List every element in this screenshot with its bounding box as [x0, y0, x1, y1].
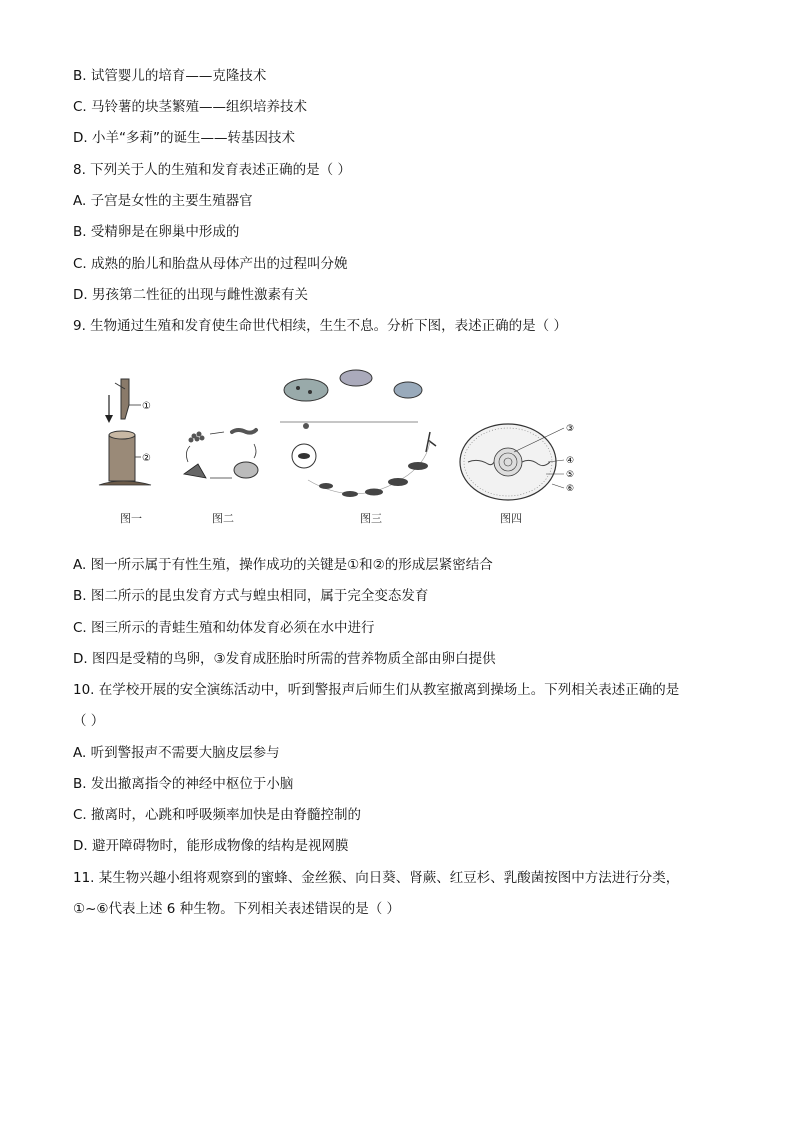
egg-cluster — [189, 432, 205, 443]
fig4-label-6: ⑥ — [566, 484, 575, 494]
q7-option-b: B. 试管婴儿的培育——克隆技术 — [73, 68, 267, 84]
pupa — [234, 462, 258, 478]
stock-top — [109, 431, 135, 439]
frog-cycle-figure — [278, 360, 448, 505]
q8-option-c: C. 成熟的胎儿和胎盘从母体产出的过程叫分娩 — [73, 256, 348, 272]
fig1-label-1: ① — [142, 401, 151, 412]
spawn — [303, 423, 309, 429]
q10-option-c: C. 撤离时，心跳和呼吸频率加快是由脊髓控制的 — [73, 807, 362, 823]
q9-option-c: C. 图三所示的青蛙生殖和幼体发育必须在水中进行 — [73, 620, 375, 636]
cycle-arrow-4 — [186, 446, 190, 462]
q10-stem-cont: （ ） — [73, 713, 105, 729]
q10-stem: 10. 在学校开展的安全演练活动中，听到警报声后师生们从教室撤离到操场上。下列相关表述正确的是 — [73, 682, 680, 698]
adult-moth — [184, 464, 206, 478]
fig1-label-2: ② — [142, 453, 151, 464]
fig4-label-5: ⑤ — [566, 470, 575, 480]
fig2-caption: 图二 — [212, 512, 234, 525]
fig4-label-4: ④ — [566, 456, 575, 466]
q9-option-b: B. 图二所示的昆虫发育方式与蝗虫相同，属于完全变态发育 — [73, 588, 429, 604]
q9-option-a: A. 图一所示属于有性生殖，操作成功的关键是①和②的形成层紧密结合 — [73, 557, 493, 573]
q8-stem: 8. 下列关于人的生殖和发育表述正确的是（ ） — [73, 162, 351, 178]
q11-stem: 11. 某生物兴趣小组将观察到的蜜蜂、金丝猴、向日葵、肾蕨、红豆杉、乳酸菌按图中方法进行分类， — [73, 870, 680, 886]
q9-option-d: D. 图四是受精的鸟卵，③发育成胚胎时所需的营养物质全部由卵白提供 — [73, 651, 496, 667]
embryo — [298, 453, 310, 459]
stock — [109, 435, 135, 481]
fig4-caption: 图四 — [500, 512, 522, 525]
down-arrow-head — [105, 415, 113, 423]
cycle-arrow-2 — [254, 444, 256, 458]
q8-option-d: D. 男孩第二性征的出现与雌性激素有关 — [73, 287, 308, 303]
adult-frog-2 — [340, 370, 372, 386]
froglet — [426, 432, 436, 452]
q7-option-d: D. 小羊“多莉”的诞生——转基因技术 — [73, 130, 295, 146]
adult-frog-1 — [284, 379, 328, 401]
q10-option-a: A. 听到警报声不需要大脑皮层参与 — [73, 745, 280, 761]
scion — [121, 379, 129, 419]
fig1-caption: 图一 — [120, 512, 142, 525]
q8-option-b: B. 受精卵是在卵巢中形成的 — [73, 224, 240, 240]
q9-stem: 9. 生物通过生殖和发育使生命世代相续，生生不息。分析下图，表述正确的是（ ） — [73, 318, 567, 334]
yolk — [494, 448, 522, 476]
insect-cycle-figure — [176, 418, 266, 493]
fig3-caption: 图三 — [360, 512, 382, 525]
bird-egg-figure — [458, 418, 588, 508]
q11-stem-cont: ①~⑥代表上述 6 种生物。下列相关表述错误的是（ ） — [73, 901, 400, 917]
q10-option-b: B. 发出撤离指令的神经中枢位于小脑 — [73, 776, 294, 792]
q10-option-d: D. 避开障碍物时，能形成物像的结构是视网膜 — [73, 838, 349, 854]
q8-option-a: A. 子宫是女性的主要生殖器官 — [73, 193, 253, 209]
q9-figure-strip — [90, 360, 610, 530]
adult-frog-3 — [394, 382, 422, 398]
cycle-arrow-1 — [210, 432, 224, 434]
soil — [99, 481, 151, 485]
fig4-label-3: ③ — [566, 424, 575, 434]
label-line-6 — [552, 484, 564, 488]
grafting-figure — [95, 375, 165, 490]
larva — [232, 430, 256, 433]
q7-option-c: C. 马铃薯的块茎繁殖——组织培养技术 — [73, 99, 308, 115]
